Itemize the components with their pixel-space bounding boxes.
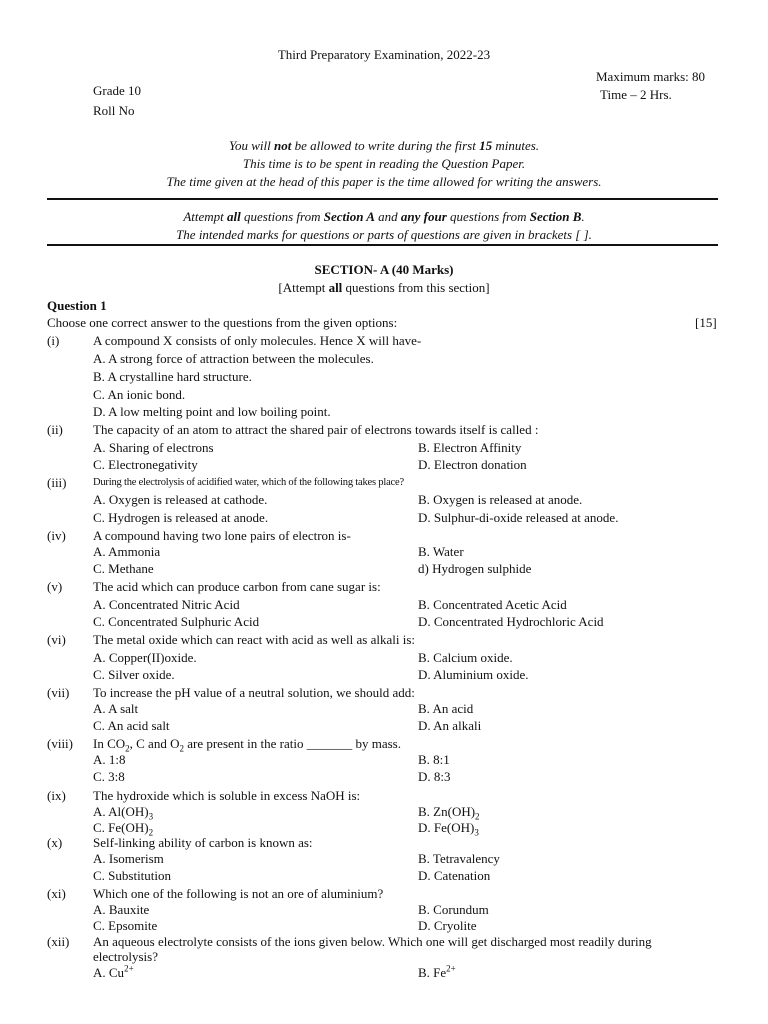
section-title: SECTION- A (40 Marks) bbox=[314, 262, 454, 277]
q-vii-text: To increase the pH value of a neutral solution, we should add: bbox=[93, 685, 415, 700]
q-iv-option-c: C. Methane bbox=[93, 561, 154, 576]
q-i-option-a: A. A strong force of attraction between the molecules. bbox=[93, 351, 374, 366]
q-ii-option-b: B. Electron Affinity bbox=[418, 440, 522, 455]
q-xi-option-a: A. Bauxite bbox=[93, 902, 150, 917]
q-vii-option-b: B. An acid bbox=[418, 701, 474, 716]
q-xii-option-b: B. $Fe^{2+}$ bbox=[418, 963, 456, 980]
q-xi-number: (xi) bbox=[47, 886, 66, 901]
q-x-option-d: D. Catenation bbox=[418, 868, 491, 883]
q-ii-text: The capacity of an atom to attract the shared pair of electrons towards itself is called : bbox=[93, 422, 539, 437]
q-viii-text: In $CO_2$, C and $O_2$ are present in the ratio _______ by mass. bbox=[93, 736, 401, 754]
q-i-option-c: C. An ionic bond. bbox=[93, 387, 186, 402]
q-viii-option-b: B. 8:1 bbox=[418, 752, 450, 767]
q-x-number: (x) bbox=[47, 835, 63, 850]
question-instruction: Choose one correct answer to the questions from the given options: bbox=[47, 315, 398, 330]
q-v-option-b: B. Concentrated Acetic Acid bbox=[418, 597, 567, 612]
q-xi-text: Which one of the following is not an ore of aluminium? bbox=[93, 886, 384, 901]
q-iii-option-a: A. Oxygen is released at cathode. bbox=[93, 492, 268, 507]
q-ix-option-c: C. $Fe(OH)_2$ bbox=[93, 820, 154, 838]
q-viii-option-c: C. 3:8 bbox=[93, 769, 125, 784]
instruction-line-4: Attempt all questions from Section A and any four questions from Section B. bbox=[183, 209, 585, 224]
q-i-option-d: D. A low melting point and low boiling point. bbox=[93, 404, 331, 419]
q-ii-option-c: C. Electronegativity bbox=[93, 457, 198, 472]
q-iv-option-a: A. Ammonia bbox=[93, 544, 161, 559]
q-vi-option-b: B. Calcium oxide. bbox=[418, 650, 513, 665]
instruction-line-3: The time given at the head of this paper is the time allowed for writing the answers. bbox=[166, 174, 602, 189]
exam-title: Third Preparatory Examination, 2022-23 bbox=[277, 47, 491, 62]
q-iv-option-d: d) Hydrogen sulphide bbox=[418, 561, 532, 576]
q-x-option-c: C. Substitution bbox=[93, 868, 172, 883]
max-marks: Maximum marks: 80 bbox=[596, 69, 706, 84]
q-x-option-a: A. Isomerism bbox=[93, 851, 164, 866]
q-viii-number: (viii) bbox=[47, 736, 73, 751]
q-xii-option-a: A. $Cu^{2+}$ bbox=[93, 963, 134, 980]
q-vii-number: (vii) bbox=[47, 685, 70, 700]
question-marks: [15] bbox=[695, 315, 717, 330]
q-vi-option-a: A. Copper(II)oxide. bbox=[93, 650, 197, 665]
q-ii-option-d: D. Electron donation bbox=[418, 457, 527, 472]
q-xi-option-d: D. Cryolite bbox=[418, 918, 477, 933]
q-ix-option-d: D. $Fe(OH)_3$ bbox=[418, 820, 479, 838]
q-i-number: (i) bbox=[47, 333, 60, 348]
q-vi-text: The metal oxide which can react with acid as well as alkali is: bbox=[93, 632, 415, 647]
q-xii-text-line-1: An aqueous electrolyte consists of the ions given below. Which one will get discharged most readily during bbox=[93, 934, 652, 949]
q-iv-option-b: B. Water bbox=[418, 544, 464, 559]
q-i-option-b: B. A crystalline hard structure. bbox=[93, 369, 252, 384]
q-v-option-d: D. Concentrated Hydrochloric Acid bbox=[418, 614, 604, 629]
section-subtitle: [Attempt all questions from this section] bbox=[278, 280, 490, 295]
q-ix-number: (ix) bbox=[47, 788, 66, 803]
q-viii-option-a: A. 1:8 bbox=[93, 752, 126, 767]
q-v-option-a: A. Concentrated Nitric Acid bbox=[93, 597, 240, 612]
divider-top bbox=[47, 198, 718, 200]
q-vi-number: (vi) bbox=[47, 632, 66, 647]
divider-bottom bbox=[47, 244, 718, 246]
q-xii-number: (xii) bbox=[47, 934, 70, 949]
q-ii-number: (ii) bbox=[47, 422, 63, 437]
grade: Grade 10 bbox=[93, 83, 142, 98]
instruction-line-5: The intended marks for questions or parts of questions are given in brackets [ ]. bbox=[176, 227, 592, 242]
q-x-text: Self-linking ability of carbon is known as: bbox=[93, 835, 313, 850]
question-heading: Question 1 bbox=[47, 298, 107, 313]
q-vii-option-d: D. An alkali bbox=[418, 718, 482, 733]
q-iv-number: (iv) bbox=[47, 528, 66, 543]
q-xii-text-line-2: electrolysis? bbox=[93, 949, 158, 964]
q-iii-option-b: B. Oxygen is released at anode. bbox=[418, 492, 583, 507]
q-iii-text: During the electrolysis of acidified water, which of the following takes place? bbox=[93, 477, 404, 488]
q-i-text: A compound X consists of only molecules. Hence X will have- bbox=[93, 333, 422, 348]
q-xi-option-b: B. Corundum bbox=[418, 902, 489, 917]
instruction-line-2: This time is to be spent in reading the Question Paper. bbox=[242, 156, 526, 171]
q-iii-option-c: C. Hydrogen is released at anode. bbox=[93, 510, 269, 525]
q-ix-option-a: A. $Al(OH)_3$ bbox=[93, 804, 154, 822]
q-viii-option-d: D. 8:3 bbox=[418, 769, 451, 784]
q-vi-option-d: D. Aluminium oxide. bbox=[418, 667, 529, 682]
q-v-option-c: C. Concentrated Sulphuric Acid bbox=[93, 614, 260, 629]
q-xi-option-c: C. Epsomite bbox=[93, 918, 158, 933]
q-ii-option-a: A. Sharing of electrons bbox=[93, 440, 214, 455]
roll-no: Roll No bbox=[93, 103, 135, 118]
q-ix-text: The hydroxide which is soluble in excess NaOH is: bbox=[93, 788, 361, 803]
q-v-number: (v) bbox=[47, 579, 63, 594]
q-iv-text: A compound having two lone pairs of electron is- bbox=[93, 528, 351, 543]
q-vi-option-c: C. Silver oxide. bbox=[93, 667, 175, 682]
q-x-option-b: B. Tetravalency bbox=[418, 851, 500, 866]
time-allowed: Time – 2 Hrs. bbox=[600, 87, 672, 102]
q-ix-option-b: B. $Zn(OH)_2$ bbox=[418, 804, 480, 822]
q-iii-option-d: D. Sulphur-di-oxide released at anode. bbox=[418, 510, 619, 525]
instruction-line-1: You will not be allowed to write during the first 15 minutes. bbox=[228, 138, 540, 153]
q-vii-option-a: A. A salt bbox=[93, 701, 139, 716]
q-vii-option-c: C. An acid salt bbox=[93, 718, 170, 733]
q-v-text: The acid which can produce carbon from cane sugar is: bbox=[93, 579, 381, 594]
q-iii-number: (iii) bbox=[47, 475, 67, 490]
